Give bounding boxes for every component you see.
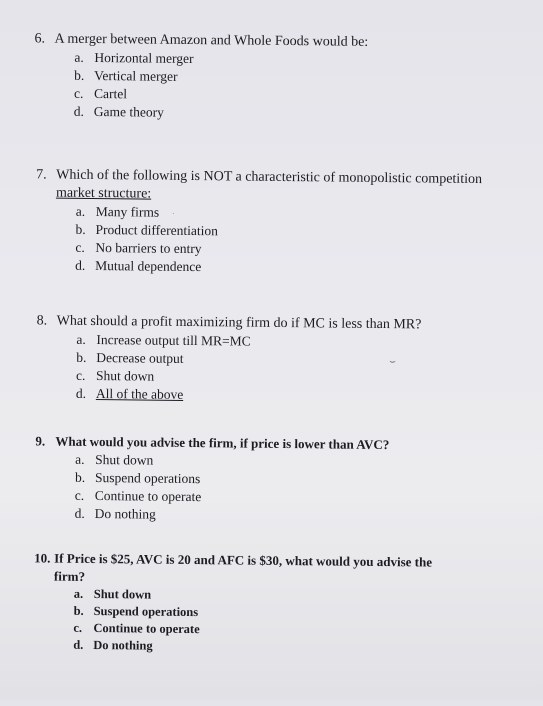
option-text: Suspend operations [94, 470, 201, 487]
option-text: All of the above [95, 386, 184, 402]
question-10-options [33, 585, 432, 657]
pen-mark: ⌣ [389, 356, 396, 368]
question-8-options [36, 330, 421, 406]
option-letter: d. [74, 505, 85, 521]
option-text: Decrease output [96, 350, 184, 366]
option-letter: a. [74, 49, 84, 65]
question-10 [33, 549, 432, 657]
option-text: Increase output till MR=MC [96, 332, 251, 349]
question-6-text: A merger between Amazon and Whole Foods would be: [54, 31, 369, 50]
option-text: Many firms [95, 204, 160, 220]
option-letter: b. [73, 603, 84, 618]
option-text: Cartel [93, 85, 128, 102]
question-6 [34, 30, 369, 123]
option-text: Continue to operate [94, 488, 202, 505]
option-letter: b. [75, 221, 86, 237]
question-8-option-d[interactable] [76, 385, 421, 407]
option-letter: a. [73, 586, 84, 601]
question-10-number: 10. [34, 550, 51, 566]
option-letter: d. [73, 103, 85, 119]
option-text: Shut down [95, 368, 155, 384]
question-7 [35, 166, 482, 279]
question-6-options [34, 48, 368, 123]
option-letter: d. [75, 385, 87, 401]
question-6-number: 6. [34, 31, 46, 47]
option-text: Mutual dependence [95, 258, 202, 275]
question-7-option-d[interactable] [75, 257, 481, 279]
question-8 [36, 312, 422, 406]
option-text: Continue to operate [93, 621, 200, 637]
question-7-number: 7. [36, 167, 47, 183]
option-letter: a. [76, 331, 86, 347]
option-letter: b. [76, 349, 87, 365]
question-8-text: What should a profit maximizing firm do if MC is less than MR? [56, 313, 422, 333]
option-letter: c. [75, 239, 85, 255]
option-text: Suspend operations [93, 604, 199, 620]
option-letter: d. [75, 257, 86, 273]
question-9-text: What would you advise the firm, if price is lower than AVC? [55, 433, 390, 453]
option-letter: c. [73, 85, 84, 101]
question-9 [35, 432, 390, 526]
option-letter: b. [74, 67, 85, 83]
option-text: Product differentiation [95, 222, 219, 239]
question-8-number: 8. [36, 313, 48, 329]
option-letter: c. [75, 367, 86, 383]
option-text: Do nothing [93, 638, 153, 653]
question-7-text: Which of the following is NOT a characteristic of monopolistic competition [56, 167, 483, 188]
question-10-option-d[interactable] [73, 637, 431, 658]
question-9-number: 9. [35, 433, 46, 449]
option-letter: c. [73, 620, 83, 635]
question-7-continuation: market structure: [55, 185, 152, 202]
option-text: Vertical merger [94, 67, 178, 84]
option-text: Shut down [95, 452, 154, 468]
question-6-option-d[interactable] [74, 103, 368, 124]
option-text: Horizontal merger [94, 49, 194, 67]
option-letter: b. [74, 469, 86, 485]
option-letter: c. [74, 487, 85, 503]
question-10-text: If Price is $25, AVC is 20 and AFC is $30, what would you advise the [54, 550, 433, 570]
option-text: Shut down [93, 587, 152, 602]
option-letter: a. [75, 451, 85, 467]
option-letter: a. [75, 203, 86, 219]
option-letter: d. [73, 637, 84, 652]
option-text: Game theory [93, 103, 165, 120]
question-9-option-d[interactable] [75, 505, 389, 526]
question-7-options [35, 202, 482, 279]
question-9-options [35, 450, 390, 526]
pen-mark: · [171, 208, 176, 220]
option-text: No barriers to entry [95, 240, 202, 257]
option-text: Do nothing [94, 506, 156, 522]
question-10-continuation: firm? [53, 568, 86, 584]
